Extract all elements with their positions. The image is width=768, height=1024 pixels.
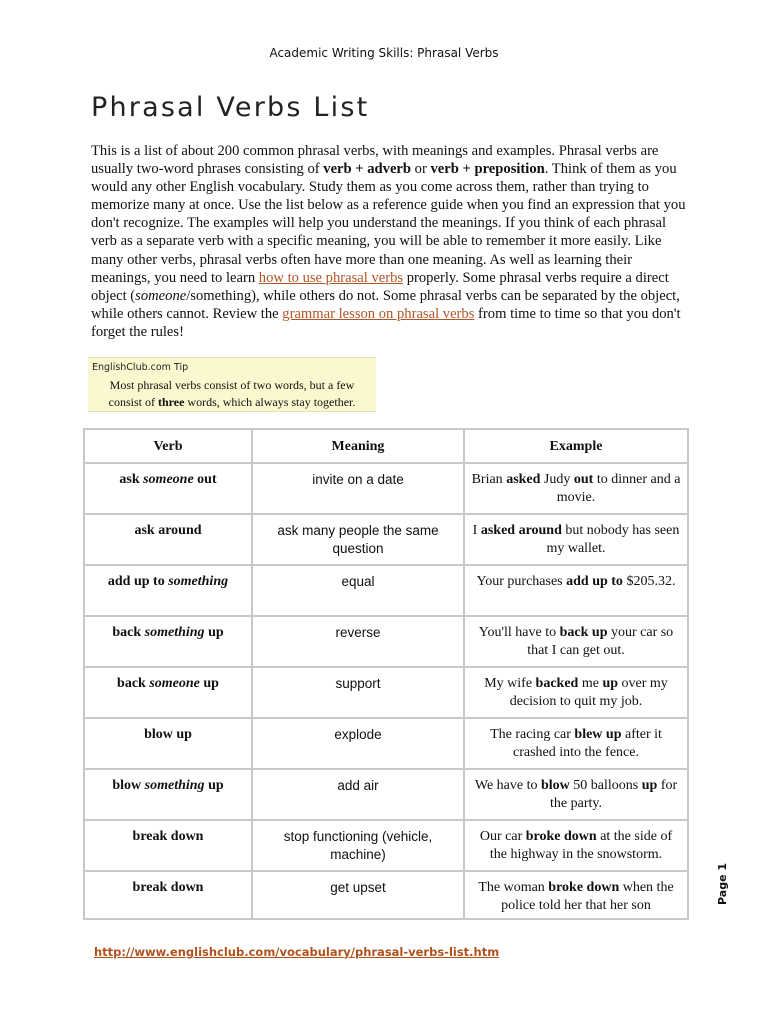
text-segment: after it crashed into the fence. — [513, 727, 662, 760]
text-segment: Our car — [479, 829, 526, 844]
intro-text: /something), while others do not. Some phrasal verbs can be separated by the object, while others cannot. Review the — [91, 287, 680, 322]
text-segment: Judy — [540, 472, 574, 487]
text-segment: blow — [112, 778, 145, 793]
intro-text: properly. Some phrasal verbs require a direct object ( — [91, 269, 669, 304]
verb-cell — [84, 871, 252, 919]
text-segment: break down — [132, 829, 204, 844]
intro-italic-text: someone — [135, 287, 187, 304]
intro-paragraph — [91, 142, 691, 341]
text-segment: up — [199, 676, 219, 691]
table-body — [84, 463, 688, 919]
intro-bold-text: verb + preposition — [430, 161, 545, 178]
example-cell — [464, 667, 688, 718]
table-row — [84, 667, 688, 718]
table-row — [84, 769, 688, 820]
text-segment: me — [578, 676, 603, 691]
example-cell — [464, 565, 688, 616]
table-row — [84, 514, 688, 565]
text-segment: blow up — [144, 727, 192, 742]
phrasal-verbs-table — [83, 428, 689, 920]
italic-text: something — [144, 778, 205, 793]
footer-source-link[interactable]: http://www.englishclub.com/vocabulary/phrasal-verbs-list.htm — [94, 945, 500, 959]
bold-text: up — [602, 676, 619, 691]
table-row — [84, 616, 688, 667]
text-segment: your car so that I can get out. — [527, 625, 674, 658]
text-segment: up — [204, 778, 224, 793]
tip-text — [88, 377, 376, 410]
table-row — [84, 565, 688, 616]
bold-text: add up to — [566, 574, 623, 589]
text-segment: My wife — [484, 676, 536, 691]
bold-text: back up — [559, 625, 608, 640]
meaning-cell: ask many people the same question — [252, 514, 464, 565]
text-segment: The woman — [478, 880, 549, 895]
example-cell — [464, 514, 688, 565]
table-header-row — [84, 429, 688, 463]
text-segment: $205.32. — [622, 574, 676, 589]
text-segment: 50 balloons — [569, 778, 642, 793]
text-segment: You'll have to — [478, 625, 560, 640]
bold-text: blew up — [574, 727, 622, 742]
text-segment: We have to — [474, 778, 541, 793]
verb-cell — [84, 616, 252, 667]
example-cell — [464, 769, 688, 820]
bold-text: broke down — [548, 880, 620, 895]
page-number: Page 1 — [716, 862, 729, 905]
tip-label: EnglishClub.com Tip — [92, 362, 189, 373]
text-segment: Brian — [471, 472, 507, 487]
bold-text: up — [641, 778, 658, 793]
text-segment: over my decision to quit my job. — [509, 676, 668, 709]
text-segment: ask around — [134, 523, 202, 538]
text-segment: back — [117, 676, 150, 691]
intro-text: from time to time so that you don't forget the rules! — [91, 305, 681, 340]
text-segment: Your purchases — [476, 574, 567, 589]
verb-cell — [84, 565, 252, 616]
verb-cell — [84, 463, 252, 514]
how-to-use-phrasal-verbs-link[interactable]: how to use phrasal verbs — [258, 269, 404, 286]
bold-text: broke down — [525, 829, 597, 844]
intro-bold-text: verb + adverb — [323, 161, 412, 178]
text-segment: at the side of the highway in the snowstorm. — [489, 829, 673, 862]
tip-text-part: words, which always stay together. — [184, 394, 356, 409]
text-segment: The racing car — [490, 727, 575, 742]
italic-text: something — [144, 625, 205, 640]
table-row — [84, 871, 688, 919]
grammar-lesson-link[interactable]: grammar lesson on phrasal verbs — [282, 305, 475, 322]
intro-text: or — [411, 161, 431, 178]
bold-text: asked — [506, 472, 541, 487]
bold-text: out — [573, 472, 594, 487]
verb-cell — [84, 667, 252, 718]
verb-cell — [84, 718, 252, 769]
tip-text-part: consist of — [108, 394, 158, 409]
text-segment: break down — [132, 880, 204, 895]
meaning-cell: reverse — [252, 616, 464, 667]
bold-text: backed — [535, 676, 579, 691]
tip-box — [88, 357, 376, 412]
text-segment: ask — [119, 472, 144, 487]
intro-text: . Think of them as you would any other English vocabulary. Study them as you come across them, rather than trying to memorize many at once. Use the list below as a reference guide when you find an expression that you don't recognize. The examples will help you understand the meanings. If you think of each phrasal verb as a separate verb with a specific meaning, you will be able to remember it more easily. Like many other verbs, phrasal verbs often have more than one meaning. As well as learning their meanings, you need to learn — [91, 161, 686, 286]
text-segment: back — [112, 625, 145, 640]
meaning-cell: support — [252, 667, 464, 718]
text-segment: add up to — [107, 574, 169, 589]
example-cell — [464, 871, 688, 919]
text-segment: but nobody has seen my wallet. — [546, 523, 680, 556]
verb-cell — [84, 769, 252, 820]
bold-text: blow — [540, 778, 570, 793]
tip-bold-text: three — [157, 394, 185, 409]
text-segment: I — [472, 523, 481, 538]
meaning-cell: equal — [252, 565, 464, 616]
meaning-cell: invite on a date — [252, 463, 464, 514]
table-row — [84, 718, 688, 769]
column-header-verb: Verb — [84, 429, 252, 463]
meaning-cell: add air — [252, 769, 464, 820]
table-row — [84, 820, 688, 871]
document-header: Academic Writing Skills: Phrasal Verbs — [269, 46, 499, 60]
italic-text: someone — [149, 676, 200, 691]
text-segment: for the party. — [550, 778, 678, 811]
meaning-cell: get upset — [252, 871, 464, 919]
text-segment: to dinner and a movie. — [556, 472, 681, 505]
example-cell — [464, 463, 688, 514]
meaning-cell: explode — [252, 718, 464, 769]
table-row — [84, 463, 688, 514]
text-segment: when the police told her that her son — [501, 880, 674, 913]
tip-line-1: Most phrasal verbs consist of two words, but a few — [109, 378, 355, 392]
page-title: Phrasal Verbs List — [91, 92, 370, 123]
italic-text: something — [168, 574, 229, 589]
column-header-meaning: Meaning — [252, 429, 464, 463]
example-cell — [464, 820, 688, 871]
verb-cell — [84, 820, 252, 871]
verb-cell — [84, 514, 252, 565]
bold-text: asked around — [480, 523, 562, 538]
example-cell — [464, 718, 688, 769]
example-cell — [464, 616, 688, 667]
intro-text: This is a list of about 200 common phrasal verbs, with meanings and examples. Phrasal verbs are usually two-word phrases consisting of — [91, 143, 659, 178]
meaning-cell: stop functioning (vehicle, machine) — [252, 820, 464, 871]
text-segment: up — [204, 625, 224, 640]
italic-text: someone — [143, 472, 194, 487]
column-header-example: Example — [464, 429, 688, 463]
text-segment: out — [193, 472, 217, 487]
